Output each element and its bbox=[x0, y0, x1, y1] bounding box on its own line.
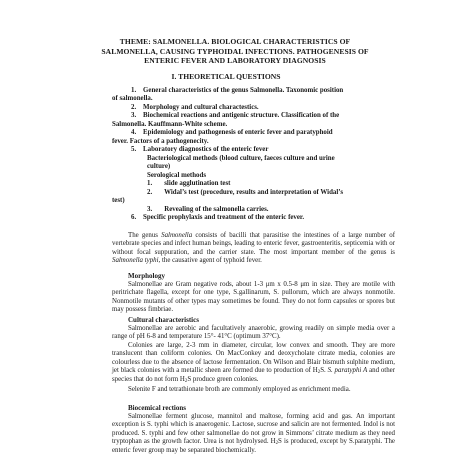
question-line: 4. Epidemiology and pathogenesis of enteric fever and paratyphoid bbox=[131, 129, 333, 136]
question-line: culture) bbox=[147, 163, 171, 170]
cultural-paragraph-1 bbox=[112, 325, 395, 342]
intro-text: the causative agent of typhoid fever. bbox=[160, 257, 262, 265]
cultural-text: and other species that do not form H bbox=[112, 367, 395, 383]
question-line: 2. Widal’s test (procedure, results and interpretation of Widal’s bbox=[147, 189, 344, 196]
intro-species: Salmonella typhi, bbox=[112, 257, 161, 265]
cultural-text: Salmonellae are aerobic and facultatively anaerobic, growing readily on simple media over a range of pH 6-8 and temperature 15°- 41°C (optimum 37°C). bbox=[112, 325, 395, 341]
question-line: 1. slide agglutination test bbox=[147, 180, 231, 187]
question-line: Serological methods bbox=[147, 172, 207, 179]
intro-genus: Salmonella bbox=[161, 232, 193, 239]
cultural-text: S. bbox=[320, 367, 328, 375]
intro-paragraph bbox=[112, 232, 395, 266]
biochemical-text: Salmonellae ferment glucose, mannitol and maltose, forming acid and gas. An important exception is S. typhi which is anaerogenic. Lactose, sucrose and salicin are not fermented. Indol is not produced. S. typhi and few other salmonellae do not grow in Simmons’ citrate medium as they need tryptophan as the growth factor. Urea is not hydrolysed. H bbox=[112, 413, 395, 446]
question-line: 3. Revealing of the salmonella carries. bbox=[147, 206, 269, 213]
intro-text: The genus bbox=[128, 232, 162, 239]
question-line: of salmonella. bbox=[112, 95, 153, 102]
morphology-heading: Morphology bbox=[128, 272, 165, 280]
morphology-paragraph bbox=[112, 281, 395, 315]
cultural-text: Colonies are large, 2-3 mm in diameter, circular, low convex and smooth. They are more translucent than coliform colonies. On MacConkey and deoxycholate citrate media, colonies are colourless due to the absence of lactose fermentation. On Wilson and Blair bismuth sulphite medium, jet black colonies with a metallic sheen are formed due to production of H bbox=[112, 342, 395, 375]
cultural-text: S produce green colonies. bbox=[187, 375, 259, 383]
cultural-paragraph-3 bbox=[112, 386, 395, 394]
question-line: 6. Specific prophylaxis and treatment of the enteric fever. bbox=[131, 214, 305, 221]
title-line-1: THEME: SALMONELLA. BIOLOGICAL CHARACTERISTICS OF bbox=[119, 37, 351, 46]
subscript: 2 bbox=[275, 441, 279, 447]
question-line: 5. Laboratory diagnostics of the enteric fever bbox=[131, 146, 269, 153]
biochemical-text: S is produced, except by S.paratyphi. The enteric fever group may be separated biochemically. bbox=[112, 438, 395, 454]
question-line: Salmonella. Kauffmann-White scheme. bbox=[112, 121, 228, 128]
species-name: S. paratyphi A bbox=[327, 367, 368, 375]
subscript: 2 bbox=[184, 378, 188, 384]
morphology-text: Salmonellae are Gram negative rods, about 1-3 μm x 0.5-8 μm in size. They are motile with peritrichate flagella, except for one type, S.gallinarum, S. pullorum, which are always nonmotile. Nonmotile mutants of other types may sometimes be found. They do not form capsules or spores but may possess fimbriae. bbox=[112, 281, 395, 314]
cultural-heading: Cultural characteristics bbox=[128, 316, 199, 324]
title-line-3: ENTERIC FEVER AND LABORATORY DIAGNOSIS bbox=[144, 56, 326, 66]
question-line: 3. Biochemical reactions and antigenic structure. Classification of the bbox=[131, 112, 340, 119]
biochemical-paragraph bbox=[112, 413, 395, 455]
cultural-paragraph-2 bbox=[112, 342, 395, 384]
question-line: 1. General characteristics of the genus Salmonella. Taxonomic position bbox=[131, 87, 344, 94]
biochemical-heading: Biocemical rections bbox=[128, 404, 186, 412]
document-title bbox=[70, 37, 400, 66]
title-line-2: SALMONELLA, CAUSING TYPHOIDAL INFECTIONS. PATHOGENESIS OF bbox=[101, 46, 369, 56]
question-line: Bacteriological methods (blood culture, faeces culture and urine bbox=[147, 155, 335, 162]
question-line: fever. Factors of a pathogenecity. bbox=[112, 138, 209, 145]
question-line: test) bbox=[112, 197, 125, 204]
section-heading: I. THEORETICAL QUESTIONS bbox=[171, 72, 281, 81]
intro-text: consists of bacilli that parasitise the intestines of a large number of vertebrate species and infect human beings, leading to enteric fever, gastroenteritis, septicemia with or without focal suppuration, and the carrier state. The most important member of the genus is bbox=[112, 232, 396, 256]
question-line: 2. Morphology and cultural charactestics. bbox=[131, 104, 259, 111]
subscript: 2 bbox=[317, 370, 321, 376]
cultural-text: Selenite F and tetrathionate broth are commonly employed as enrichment media. bbox=[128, 386, 351, 393]
